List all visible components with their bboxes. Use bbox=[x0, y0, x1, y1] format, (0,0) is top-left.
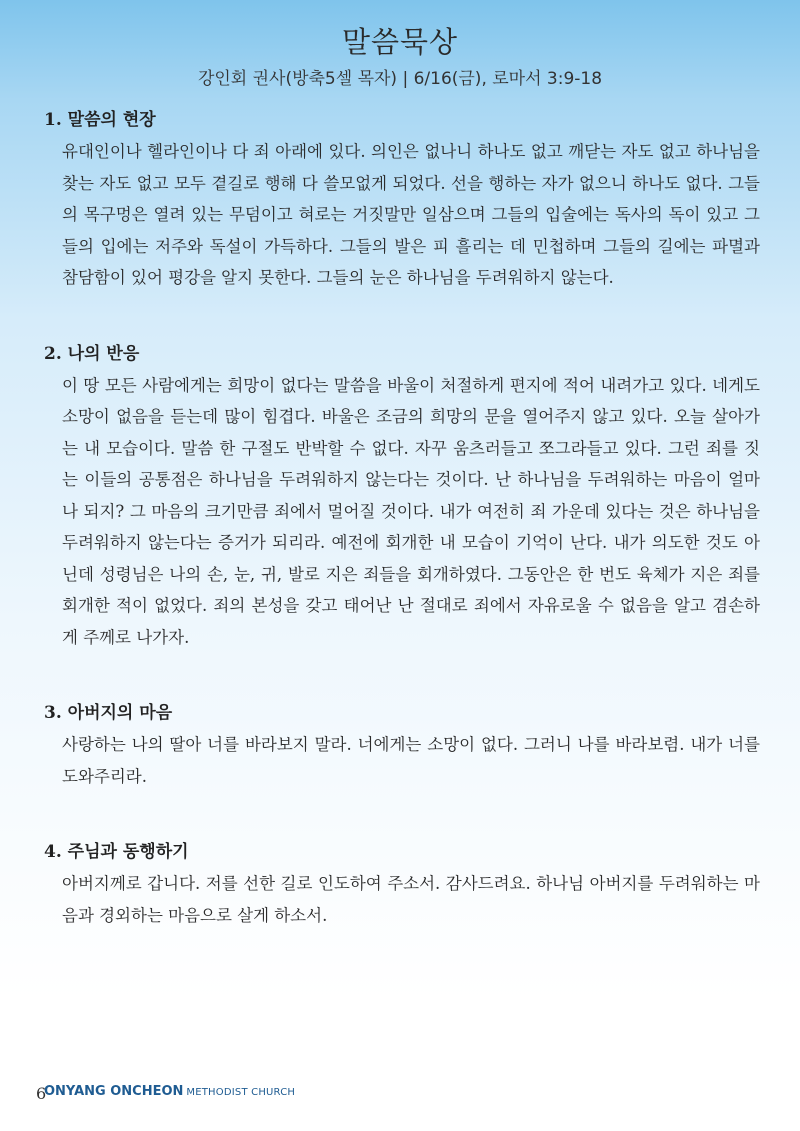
section-heading: 1. 말씀의 현장 bbox=[44, 110, 156, 130]
section-heading: 4. 주님과 동행하기 bbox=[44, 842, 189, 862]
page-number: 6 bbox=[36, 1084, 47, 1103]
page-header bbox=[0, 0, 800, 100]
devotional-content bbox=[44, 106, 760, 977]
section-my-response bbox=[44, 340, 760, 654]
section-body: 이 땅 모든 사람에게는 희망이 없다는 말씀을 바울이 처절하게 편지에 적어 내려가고 있다. 네게도 소망이 없음을 듣는데 많이 힘겹다. 바울은 조금의 희망의 문을 열어주지 않고 있다. 오늘 살아가는 내 모습이다. 말씀 한 구절도 반박할 수 없다. 자꾸 움츠러들고 쪼그라들고 있다. 그런 죄를 짓는 이들의 공통점은 하나님을 두려워하지 않는다는 것이다. 난 하나님을 두려워하는 마음이 얼마나 되지? 그 마음의 크기만큼 죄에서 멀어질 것이다. 내가 여전히 죄 가운데 있다는 것은 하나님을 두려워하지 않는다는 증거가 되리라. 예전에 회개한 내 모습이 기억이 난다. 내가 의도한 것도 아닌데 성령님은 나의 손, 눈, 귀, 발로 지은 죄들을 회개하였다. 그동안은 한 번도 육체가 지은 죄를 회개한 적이 없었다. 죄의 본성을 갖고 태어난 난 절대로 죄에서 자유로울 수 없음을 알고 겸손하게 주께로 나가자. bbox=[62, 375, 760, 647]
section-body: 사랑하는 나의 딸아 너를 바라보지 말라. 너에게는 소망이 없다. 그러니 나를 바라보렴. 내가 너를 도와주리라. bbox=[62, 735, 760, 786]
section-heading: 3. 아버지의 마음 bbox=[44, 703, 173, 723]
church-name-bold: ONYANG ONCHEON bbox=[44, 1084, 184, 1099]
church-logo bbox=[44, 1080, 295, 1099]
section-walking-with-lord bbox=[44, 838, 760, 931]
section-body: 아버지께로 갑니다. 저를 선한 길로 인도하여 주소서. 감사드려요. 하나님 아버지를 두려워하는 마음과 경외하는 마음으로 살게 하소서. bbox=[62, 874, 760, 925]
section-body: 유대인이나 헬라인이나 다 죄 아래에 있다. 의인은 없나니 하나도 없고 깨닫는 자도 없고 하나님을 찾는 자도 없고 모두 곁길로 행해 다 쓸모없게 되었다. 선을 행하는 자가 없으니 하나도 없다. 그들의 목구멍은 열려 있는 무덤이고 혀로는 거짓말만 일삼으며 그들의 입술에는 독사의 독이 있고 그들의 입에는 저주와 독설이 가득하다. 그들의 발은 피 흘리는 데 민첩하며 그들의 길에는 파멸과 참담함이 있어 평강을 알지 못한다. 그들의 눈은 하나님을 두려워하지 않는다. bbox=[62, 142, 760, 287]
section-fathers-heart bbox=[44, 699, 760, 792]
section-heading: 2. 나의 반응 bbox=[44, 343, 140, 364]
page-title: 말씀묵상 bbox=[341, 25, 459, 59]
section-scripture-scene bbox=[44, 106, 760, 294]
church-name-light: METHODIST CHURCH bbox=[186, 1087, 296, 1098]
page-subtitle: 강인회 권사(방축5셀 목자) | 6/16(금), 로마서 3:9-18 bbox=[197, 69, 603, 89]
